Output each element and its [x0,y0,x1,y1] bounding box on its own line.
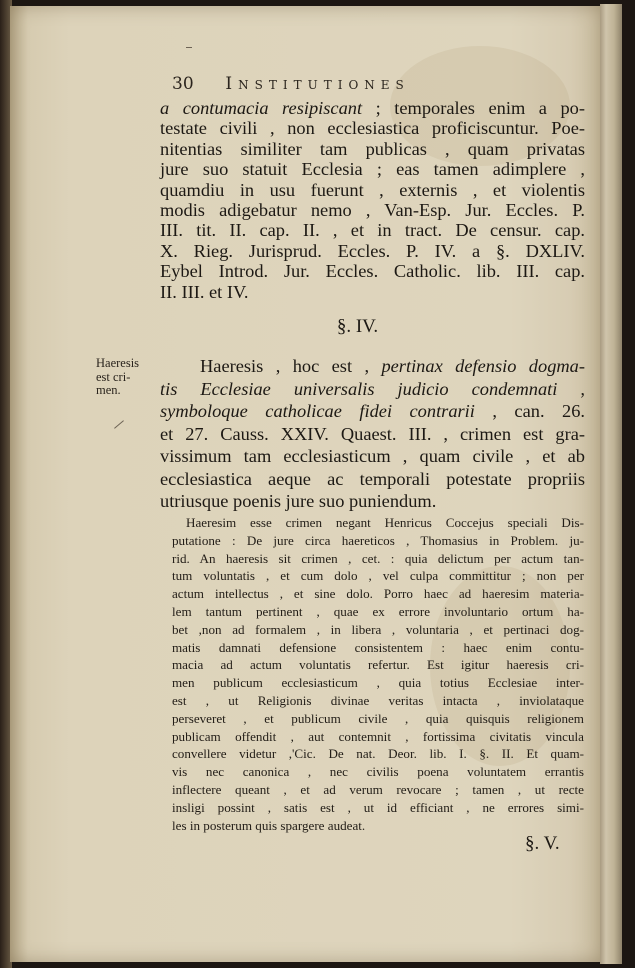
text-line: jure suo statuit Ecclesia ; eas tamen adimplere , [160,159,585,180]
section-heading-text: §. IV. [336,316,379,337]
text-fragment: , can. 26. [474,401,585,421]
ink-mark [186,47,192,48]
page-number: 30 [172,74,194,94]
footnote-line: rid. An haeresis sit crimen , cet. : quia delictum per actum tan- [172,550,584,566]
footnote-line: vis nec canonica , nec civilis poena voluntatem errantis [172,764,584,780]
text-fragment: Haeresis , hoc est , [200,356,382,376]
footnote-line: macia ad actum voluntatis refertur. Est igitur haeresis cri- [172,657,584,673]
text-line: testate civili , non ecclesiastica proficiscuntur. Poe- [160,118,585,139]
footnote-line: tum voluntatis , et cum dolo , vel culpa committitur ; non per [172,568,584,584]
footnote-line: les in posterum quis spargere audeat. [172,817,366,833]
paragraph-section [160,355,585,513]
footnote-line: Haeresim esse crimen negant Henricus Coccejus speciali Dis- [186,515,584,530]
text-line [160,98,585,118]
italic-phrase: a contumacia resipiscant [160,98,363,118]
text-line: X. Rieg. Jurisprud. Eccles. P. IV. a §. DXLIV. [160,240,585,261]
text-line: ecclesiastica aeque ac temporali potestate propriis [160,468,585,489]
footnote-line: actum intellectus , et sine dolo. Porro haec ad haeresim materia- [172,586,584,602]
section-heading [0,316,635,338]
text-line [160,355,585,378]
margin-note-line: est cri- [96,369,131,384]
text-line: et 27. Causs. XXIV. Quaest. III. , crimen est gra- [160,423,585,444]
footnote [172,514,584,834]
footnote-line: insligi possint , satis est , ut id efficiant , ne errores simi- [172,799,584,815]
text-line: modis adigebatur nemo , Van-Esp. Jur. Eccles. P. [160,200,585,221]
footnote-line: est , ut Religionis divinae veritas intacta , inviolataque [172,692,584,708]
text-line: quamdiu in usu fuerunt , externis , et violentis [160,179,585,200]
next-page-edge [600,4,622,964]
text-fragment: ; temporales enim a po- [362,98,585,118]
footnote-line: bet ,non ad formalem , in libera , voluntaria , et pertinaci dog- [172,621,584,637]
text-line: III. tit. II. cap. II. , et in tract. De censur. cap. [160,220,585,241]
footnote-line: men publicum ecclesiasticum , quia totius Ecclesiae inter- [172,675,584,691]
footnote-line: perseveret , et publicum civile , quia quisquis religionem [172,710,584,726]
paragraph-top [160,98,585,302]
footnote-line: inflectere queant , et ad verum revocare ; tamen , ut recte [172,781,584,797]
italic-phrase: symboloque catholicae fidei contrarii [160,401,475,421]
text-line: tis Ecclesiae universalis judicio condemnati , [160,378,585,399]
running-title: Institutiones [225,74,410,94]
text-line [160,400,585,423]
text-line: vissimum tam ecclesiasticum , quam civile , et ab [160,446,585,466]
text-line: II. III. et IV. [160,281,249,302]
catchword: §. V. [525,833,560,854]
margin-note-line: Haeresis [96,356,140,370]
margin-note-line: men. [96,383,121,397]
running-head [172,74,502,94]
italic-phrase: pertinax defensio dogma- [381,356,585,376]
footnote-line: matis damnati defensione consistentem : haec enim contu- [172,639,584,655]
footnote-line: convellere videtur ,'Cic. De nat. Deor. lib. I. §. II. Et quam- [172,746,584,762]
footnote-line: putatione : De jure circa haereticos , Thomasius in Problem. ju- [172,532,584,548]
text-line: utriusque poenis jure suo puniendum. [160,491,437,511]
text-line: nitentias similiter tam publicas , quam privatas [160,138,585,159]
footnote-line: publicam offendit , aut contemnit , fortissima civitatis vincula [172,728,584,744]
margin-note [96,357,156,398]
text-line: Eybel Introd. Jur. Eccles. Catholic. lib. III. cap. [160,261,585,282]
footnote-line: lem tantum pertinent , quae ex errore involuntario ortum ha- [172,603,584,619]
